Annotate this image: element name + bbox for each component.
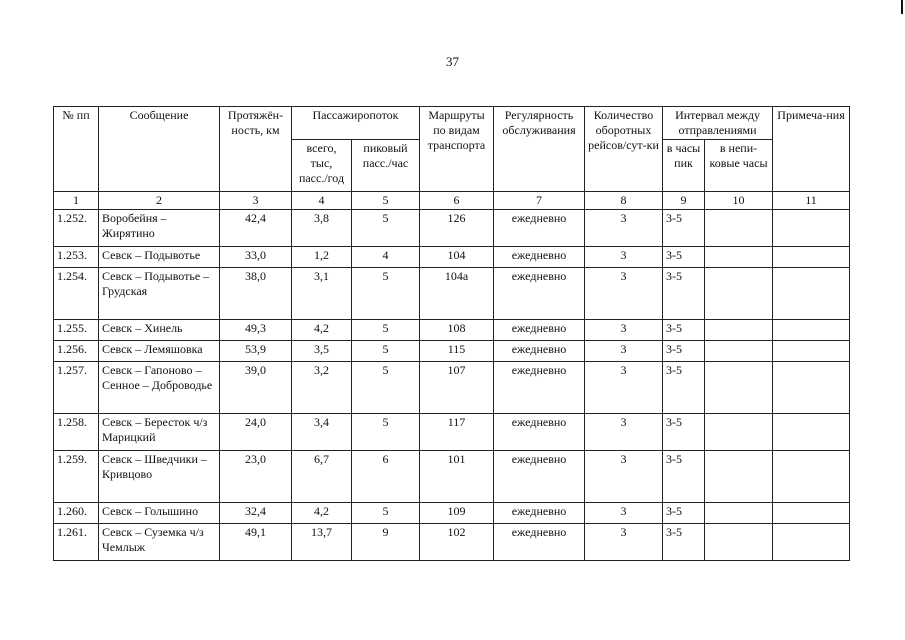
pass-peak-cell: 9 — [352, 524, 420, 561]
table-row — [54, 362, 850, 414]
notes-cell — [773, 341, 850, 362]
table-row — [54, 524, 850, 561]
trips-cell: 3 — [585, 210, 663, 247]
trips-cell: 3 — [585, 451, 663, 503]
column-number: 2 — [99, 192, 220, 210]
trips-cell: 3 — [585, 247, 663, 268]
trips-cell: 3 — [585, 320, 663, 341]
route-number-cell: 109 — [420, 503, 494, 524]
pass-peak-cell: 5 — [352, 268, 420, 320]
notes-cell — [773, 503, 850, 524]
trips-cell: 3 — [585, 341, 663, 362]
route-number-cell: 107 — [420, 362, 494, 414]
notes-cell — [773, 524, 850, 561]
interval-peak-cell: 3-5 — [663, 362, 705, 414]
interval-offpeak-cell — [705, 210, 773, 247]
trips-cell: 3 — [585, 414, 663, 451]
header-route: Сообщение — [99, 107, 220, 192]
interval-offpeak-cell — [705, 268, 773, 320]
row-number: 1.253. — [54, 247, 99, 268]
header-pass-peak: пиковый пасс./час — [352, 140, 420, 192]
route-name: Воробейня – Жирятино — [99, 210, 220, 247]
page-edge-mark — [901, 0, 903, 14]
length-cell: 39,0 — [220, 362, 292, 414]
column-number: 1 — [54, 192, 99, 210]
interval-peak-cell: 3-5 — [663, 414, 705, 451]
pass-peak-cell: 5 — [352, 320, 420, 341]
notes-cell — [773, 414, 850, 451]
regularity-cell: ежедневно — [494, 362, 585, 414]
regularity-cell: ежедневно — [494, 451, 585, 503]
table-row — [54, 414, 850, 451]
pass-total-cell: 1,2 — [292, 247, 352, 268]
interval-peak-cell: 3-5 — [663, 210, 705, 247]
column-number: 4 — [292, 192, 352, 210]
route-number-cell: 117 — [420, 414, 494, 451]
regularity-cell: ежедневно — [494, 320, 585, 341]
pass-total-cell: 13,7 — [292, 524, 352, 561]
table-row — [54, 268, 850, 320]
interval-peak-cell: 3-5 — [663, 268, 705, 320]
pass-peak-cell: 5 — [352, 503, 420, 524]
length-cell: 24,0 — [220, 414, 292, 451]
length-cell: 49,1 — [220, 524, 292, 561]
regularity-cell: ежедневно — [494, 524, 585, 561]
pass-total-cell: 3,2 — [292, 362, 352, 414]
notes-cell — [773, 268, 850, 320]
pass-peak-cell: 5 — [352, 210, 420, 247]
column-number-row — [54, 192, 850, 210]
route-number-cell: 101 — [420, 451, 494, 503]
regularity-cell: ежедневно — [494, 268, 585, 320]
route-name: Севск – Лемяшовка — [99, 341, 220, 362]
interval-offpeak-cell — [705, 414, 773, 451]
route-number-cell: 115 — [420, 341, 494, 362]
column-number: 8 — [585, 192, 663, 210]
pass-peak-cell: 5 — [352, 362, 420, 414]
pass-peak-cell: 5 — [352, 414, 420, 451]
table-row — [54, 247, 850, 268]
interval-offpeak-cell — [705, 341, 773, 362]
pass-total-cell: 3,5 — [292, 341, 352, 362]
interval-offpeak-cell — [705, 320, 773, 341]
interval-peak-cell: 3-5 — [663, 503, 705, 524]
length-cell: 49,3 — [220, 320, 292, 341]
row-number: 1.261. — [54, 524, 99, 561]
route-name: Севск – Суземка ч/з Чемлыж — [99, 524, 220, 561]
pass-peak-cell: 6 — [352, 451, 420, 503]
route-name: Севск – Голышино — [99, 503, 220, 524]
header-pass-flow: Пассажиропоток — [292, 107, 420, 140]
notes-cell — [773, 451, 850, 503]
regularity-cell: ежедневно — [494, 414, 585, 451]
header-regularity: Регулярность обслуживания — [494, 107, 585, 192]
column-number: 5 — [352, 192, 420, 210]
pass-total-cell: 3,1 — [292, 268, 352, 320]
trips-cell: 3 — [585, 524, 663, 561]
regularity-cell: ежедневно — [494, 503, 585, 524]
column-number: 3 — [220, 192, 292, 210]
length-cell: 32,4 — [220, 503, 292, 524]
pass-peak-cell: 5 — [352, 341, 420, 362]
route-name: Севск – Бересток ч/з Марицкий — [99, 414, 220, 451]
route-name: Севск – Подывотье — [99, 247, 220, 268]
header-length: Протяжён-ность, км — [220, 107, 292, 192]
header-notes: Примеча-ния — [773, 107, 850, 192]
trips-cell: 3 — [585, 362, 663, 414]
header-routes-by-type: Маршруты по видам транспорта — [420, 107, 494, 192]
regularity-cell: ежедневно — [494, 341, 585, 362]
pass-total-cell: 3,4 — [292, 414, 352, 451]
pass-total-cell: 4,2 — [292, 503, 352, 524]
notes-cell — [773, 320, 850, 341]
route-number-cell: 126 — [420, 210, 494, 247]
interval-peak-cell: 3-5 — [663, 247, 705, 268]
interval-peak-cell: 3-5 — [663, 524, 705, 561]
length-cell: 53,9 — [220, 341, 292, 362]
route-name: Севск – Подывотье – Грудская — [99, 268, 220, 320]
length-cell: 38,0 — [220, 268, 292, 320]
route-number-cell: 102 — [420, 524, 494, 561]
regularity-cell: ежедневно — [494, 247, 585, 268]
column-number: 10 — [705, 192, 773, 210]
row-number: 1.258. — [54, 414, 99, 451]
row-number: 1.252. — [54, 210, 99, 247]
row-number: 1.259. — [54, 451, 99, 503]
interval-peak-cell: 3-5 — [663, 451, 705, 503]
notes-cell — [773, 362, 850, 414]
row-number: 1.256. — [54, 341, 99, 362]
interval-offpeak-cell — [705, 362, 773, 414]
column-number: 6 — [420, 192, 494, 210]
route-name: Севск – Шведчики – Кривцово — [99, 451, 220, 503]
trips-cell: 3 — [585, 268, 663, 320]
page-number: 37 — [446, 54, 459, 69]
row-number: 1.257. — [54, 362, 99, 414]
column-number: 7 — [494, 192, 585, 210]
column-number: 11 — [773, 192, 850, 210]
interval-offpeak-cell — [705, 451, 773, 503]
route-number-cell: 104 — [420, 247, 494, 268]
interval-peak-cell: 3-5 — [663, 320, 705, 341]
table-row — [54, 341, 850, 362]
table-row — [54, 503, 850, 524]
row-number: 1.254. — [54, 268, 99, 320]
interval-peak-cell: 3-5 — [663, 341, 705, 362]
length-cell: 33,0 — [220, 247, 292, 268]
route-number-cell: 104а — [420, 268, 494, 320]
header-pass-total: всего, тыс, пасс./год — [292, 140, 352, 192]
notes-cell — [773, 210, 850, 247]
trips-cell: 3 — [585, 503, 663, 524]
header-num: № пп — [54, 107, 99, 192]
row-number: 1.260. — [54, 503, 99, 524]
route-name: Севск – Гапоново – Сенное – Доброводье — [99, 362, 220, 414]
table-row — [54, 210, 850, 247]
regularity-cell: ежедневно — [494, 210, 585, 247]
table-row — [54, 451, 850, 503]
routes-table — [53, 106, 850, 561]
table-row — [54, 320, 850, 341]
route-number-cell: 108 — [420, 320, 494, 341]
pass-total-cell: 4,2 — [292, 320, 352, 341]
row-number: 1.255. — [54, 320, 99, 341]
interval-offpeak-cell — [705, 247, 773, 268]
header-interval: Интервал между отправлениями — [663, 107, 773, 140]
pass-peak-cell: 4 — [352, 247, 420, 268]
route-name: Севск – Хинель — [99, 320, 220, 341]
pass-total-cell: 3,8 — [292, 210, 352, 247]
interval-offpeak-cell — [705, 524, 773, 561]
header-interval-offpeak: в непи-ковые часы — [705, 140, 773, 192]
length-cell: 23,0 — [220, 451, 292, 503]
routes-table-body — [54, 210, 850, 561]
pass-total-cell: 6,7 — [292, 451, 352, 503]
interval-offpeak-cell — [705, 503, 773, 524]
notes-cell — [773, 247, 850, 268]
header-trips: Количество оборотных рейсов/сут-ки — [585, 107, 663, 192]
length-cell: 42,4 — [220, 210, 292, 247]
header-interval-peak: в часы пик — [663, 140, 705, 192]
column-number: 9 — [663, 192, 705, 210]
